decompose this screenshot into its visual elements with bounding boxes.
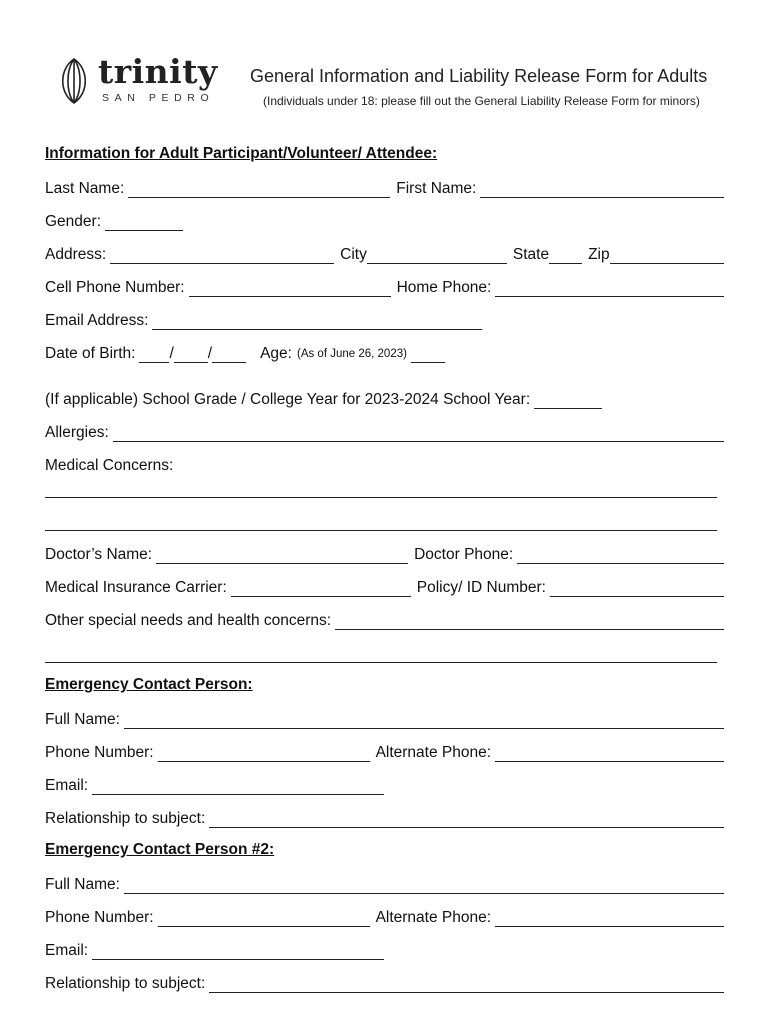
policy-label: Policy/ ID Number:: [416, 579, 546, 596]
doctor-name-label: Doctor’s Name:: [45, 546, 153, 563]
state-field[interactable]: [549, 246, 582, 264]
ec1-full-name-label: Full Name:: [45, 711, 120, 728]
gender-field[interactable]: [105, 213, 183, 231]
allergies-field[interactable]: [113, 424, 724, 442]
emergency-contact-1-heading: Emergency Contact Person:: [45, 676, 253, 693]
insurance-field[interactable]: [231, 579, 411, 597]
cell-phone-field[interactable]: [189, 279, 391, 297]
ec1-alt-phone-field[interactable]: [495, 744, 724, 762]
logo-subtitle: SAN PEDRO: [102, 92, 215, 104]
ec2-full-name-label: Full Name:: [45, 876, 120, 893]
special-needs-field[interactable]: [335, 612, 724, 630]
age-field[interactable]: [411, 345, 445, 363]
address-field[interactable]: [110, 246, 334, 264]
ec2-email-row: [45, 938, 724, 960]
dob-slash-1: /: [169, 345, 174, 362]
ec2-relationship-row: [45, 971, 724, 993]
ec1-relationship-row: [45, 806, 724, 828]
ec2-phone-label: Phone Number:: [45, 909, 154, 926]
ec1-alt-phone-label: Alternate Phone:: [375, 744, 492, 761]
medical-concerns-row: [45, 453, 724, 475]
special-needs-line-2[interactable]: [45, 661, 717, 663]
allergies-row: [45, 420, 724, 442]
gender-label: Gender:: [45, 213, 102, 230]
insurance-row: [45, 575, 724, 597]
cell-phone-label: Cell Phone Number:: [45, 279, 185, 296]
last-name-label: Last Name:: [45, 180, 125, 197]
school-label: (If applicable) School Grade / College Year for 2023-2024 School Year:: [45, 391, 531, 408]
emergency-contact-2-heading: Emergency Contact Person #2:: [45, 841, 275, 858]
dob-row: [45, 341, 724, 363]
gender-row: [45, 209, 724, 231]
ec2-relationship-field[interactable]: [209, 975, 724, 993]
zip-label: Zip: [588, 246, 610, 263]
doctor-phone-label: Doctor Phone:: [414, 546, 514, 563]
doctor-name-field[interactable]: [156, 546, 408, 564]
dob-slash-2: /: [207, 345, 213, 362]
ec2-alt-phone-label: Alternate Phone:: [375, 909, 492, 926]
email-field[interactable]: [152, 312, 482, 330]
name-row: [45, 176, 724, 198]
logo-leaf-icon: [52, 56, 96, 106]
special-needs-row: [45, 608, 724, 630]
phone-row: [45, 275, 724, 297]
allergies-label: Allergies:: [45, 424, 109, 441]
school-field[interactable]: [534, 391, 602, 409]
ec2-name-row: [45, 872, 724, 894]
ec2-email-label: Email:: [45, 942, 89, 959]
ec1-relationship-field[interactable]: [209, 810, 724, 828]
ec1-phone-field[interactable]: [158, 744, 370, 762]
doctor-row: [45, 542, 724, 564]
age-label: Age:: [260, 345, 292, 362]
ec1-email-label: Email:: [45, 777, 89, 794]
first-name-field[interactable]: [480, 180, 724, 198]
home-phone-field[interactable]: [495, 279, 724, 297]
doctor-phone-field[interactable]: [517, 546, 724, 564]
ec2-email-field[interactable]: [92, 942, 384, 960]
address-row: [45, 242, 724, 264]
city-field[interactable]: [367, 246, 507, 264]
participant-section-heading: Information for Adult Participant/Volunteer/ Attendee:: [45, 145, 438, 162]
ec2-relationship-label: Relationship to subject:: [45, 975, 206, 992]
zip-field[interactable]: [610, 246, 724, 264]
special-needs-label: Other special needs and health concerns:: [45, 612, 332, 629]
ec1-relationship-label: Relationship to subject:: [45, 810, 206, 827]
last-name-field[interactable]: [128, 180, 390, 198]
ec1-email-field[interactable]: [92, 777, 384, 795]
first-name-label: First Name:: [396, 180, 477, 197]
ec2-phone-field[interactable]: [158, 909, 370, 927]
dob-day-field[interactable]: [174, 345, 208, 363]
form-title: General Information and Liability Release Form for Adults: [250, 66, 708, 86]
school-row: [45, 387, 724, 409]
email-row: [45, 308, 724, 330]
age-note: (As of June 26, 2023): [296, 348, 407, 360]
medical-concerns-line-1[interactable]: [45, 496, 717, 498]
logo-wordmark: trinity: [98, 52, 218, 91]
ec2-alt-phone-field[interactable]: [495, 909, 724, 927]
ec1-phone-row: [45, 740, 724, 762]
ec1-full-name-field[interactable]: [124, 711, 724, 729]
ec1-phone-label: Phone Number:: [45, 744, 154, 761]
medical-concerns-line-2[interactable]: [45, 529, 717, 531]
dob-year-field[interactable]: [212, 345, 246, 363]
ec1-name-row: [45, 707, 724, 729]
address-label: Address:: [45, 246, 107, 263]
home-phone-label: Home Phone:: [396, 279, 492, 296]
email-label: Email Address:: [45, 312, 149, 329]
ec2-phone-row: [45, 905, 724, 927]
insurance-label: Medical Insurance Carrier:: [45, 579, 227, 596]
state-label: State: [512, 246, 550, 263]
trinity-logo: [52, 52, 222, 108]
policy-field[interactable]: [550, 579, 724, 597]
dob-label: Date of Birth:: [45, 345, 136, 362]
city-label: City: [340, 246, 367, 263]
ec2-full-name-field[interactable]: [124, 876, 724, 894]
medical-concerns-label: Medical Concerns:: [45, 457, 174, 474]
ec1-email-row: [45, 773, 724, 795]
form-subtitle: (Individuals under 18: please fill out the General Liability Release Form for minors): [263, 94, 700, 108]
dob-month-field[interactable]: [139, 345, 169, 363]
